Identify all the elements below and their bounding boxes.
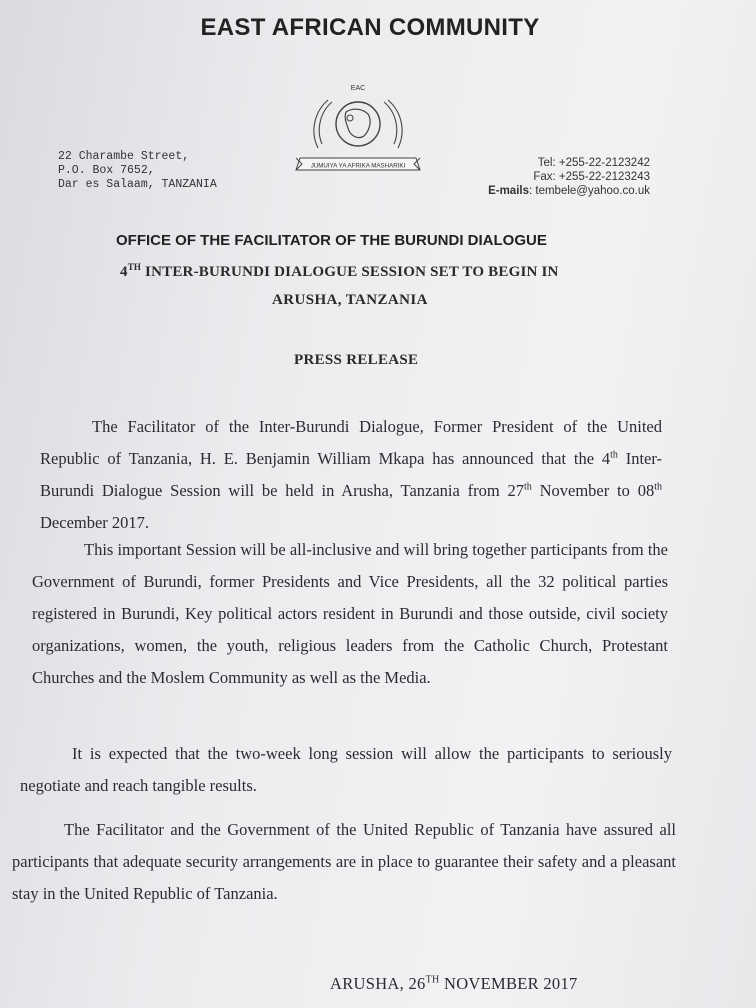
dateline: ARUSHA, 26TH NOVEMBER 2017: [330, 974, 578, 993]
contact-tel: Tel: +255-22-2123242: [537, 157, 650, 169]
press-release-heading: PRESS RELEASE: [294, 352, 419, 368]
place-heading: ARUSHA, TANZANIA: [272, 292, 428, 308]
logo-banner-text: JUMUIYA YA AFRIKA MASHARIKI: [310, 162, 406, 170]
paragraph-announcement: The Facilitator of the Inter-Burundi Dialogue, Former President of the United Republic of Tanzania, H. E. Benjamin William Mkapa has announced that the 4th Inter-Burundi Dialogue Session will be held in Arusha, Tanzania from 27th November to 08th December 2017.: [40, 417, 663, 532]
eac-logo: [292, 78, 424, 184]
address-block: [58, 150, 217, 192]
contact-email-label: E-mails: [488, 185, 529, 197]
address-pobox: P.O. Box 7652,: [58, 164, 155, 177]
contact-block: [488, 156, 650, 198]
paragraph-security: The Facilitator and the Government of the United Republic of Tanzania have assured all participants that adequate security arrangements are in place to guarantee their safety and a pleasant stay in the United Republic of Tanzania.: [12, 820, 676, 903]
address-street: 22 Charambe Street,: [58, 150, 190, 163]
organization-name: EAST AFRICAN COMMUNITY: [200, 14, 540, 41]
address-city: Dar es Salaam, TANZANIA: [58, 178, 217, 191]
contact-email-value: : tembele@yahoo.co.uk: [529, 185, 650, 197]
logo-text: EAC: [350, 85, 366, 92]
office-heading: OFFICE OF THE FACILITATOR OF THE BURUNDI DIALOGUE: [116, 232, 547, 249]
session-heading: 4TH INTER-BURUNDI DIALOGUE SESSION SET TO BEGIN IN: [120, 262, 559, 280]
contact-fax: Fax: +255-22-2123243: [533, 171, 650, 183]
paragraph-participants: This important Session will be all-inclusive and will bring together participants from the Government of Burundi, former Presidents and Vice Presidents, all the 32 political parties registered in Burundi, Key political actors resident in Burundi and those outside, civil society organizations, women, the youth, religious leaders from the Catholic Church, Protestant Churches and the Moslem Community as well as the Media.: [32, 540, 668, 687]
paragraph-expectations: It is expected that the two-week long session will allow the participants to seriously negotiate and reach tangible results.: [20, 744, 672, 795]
